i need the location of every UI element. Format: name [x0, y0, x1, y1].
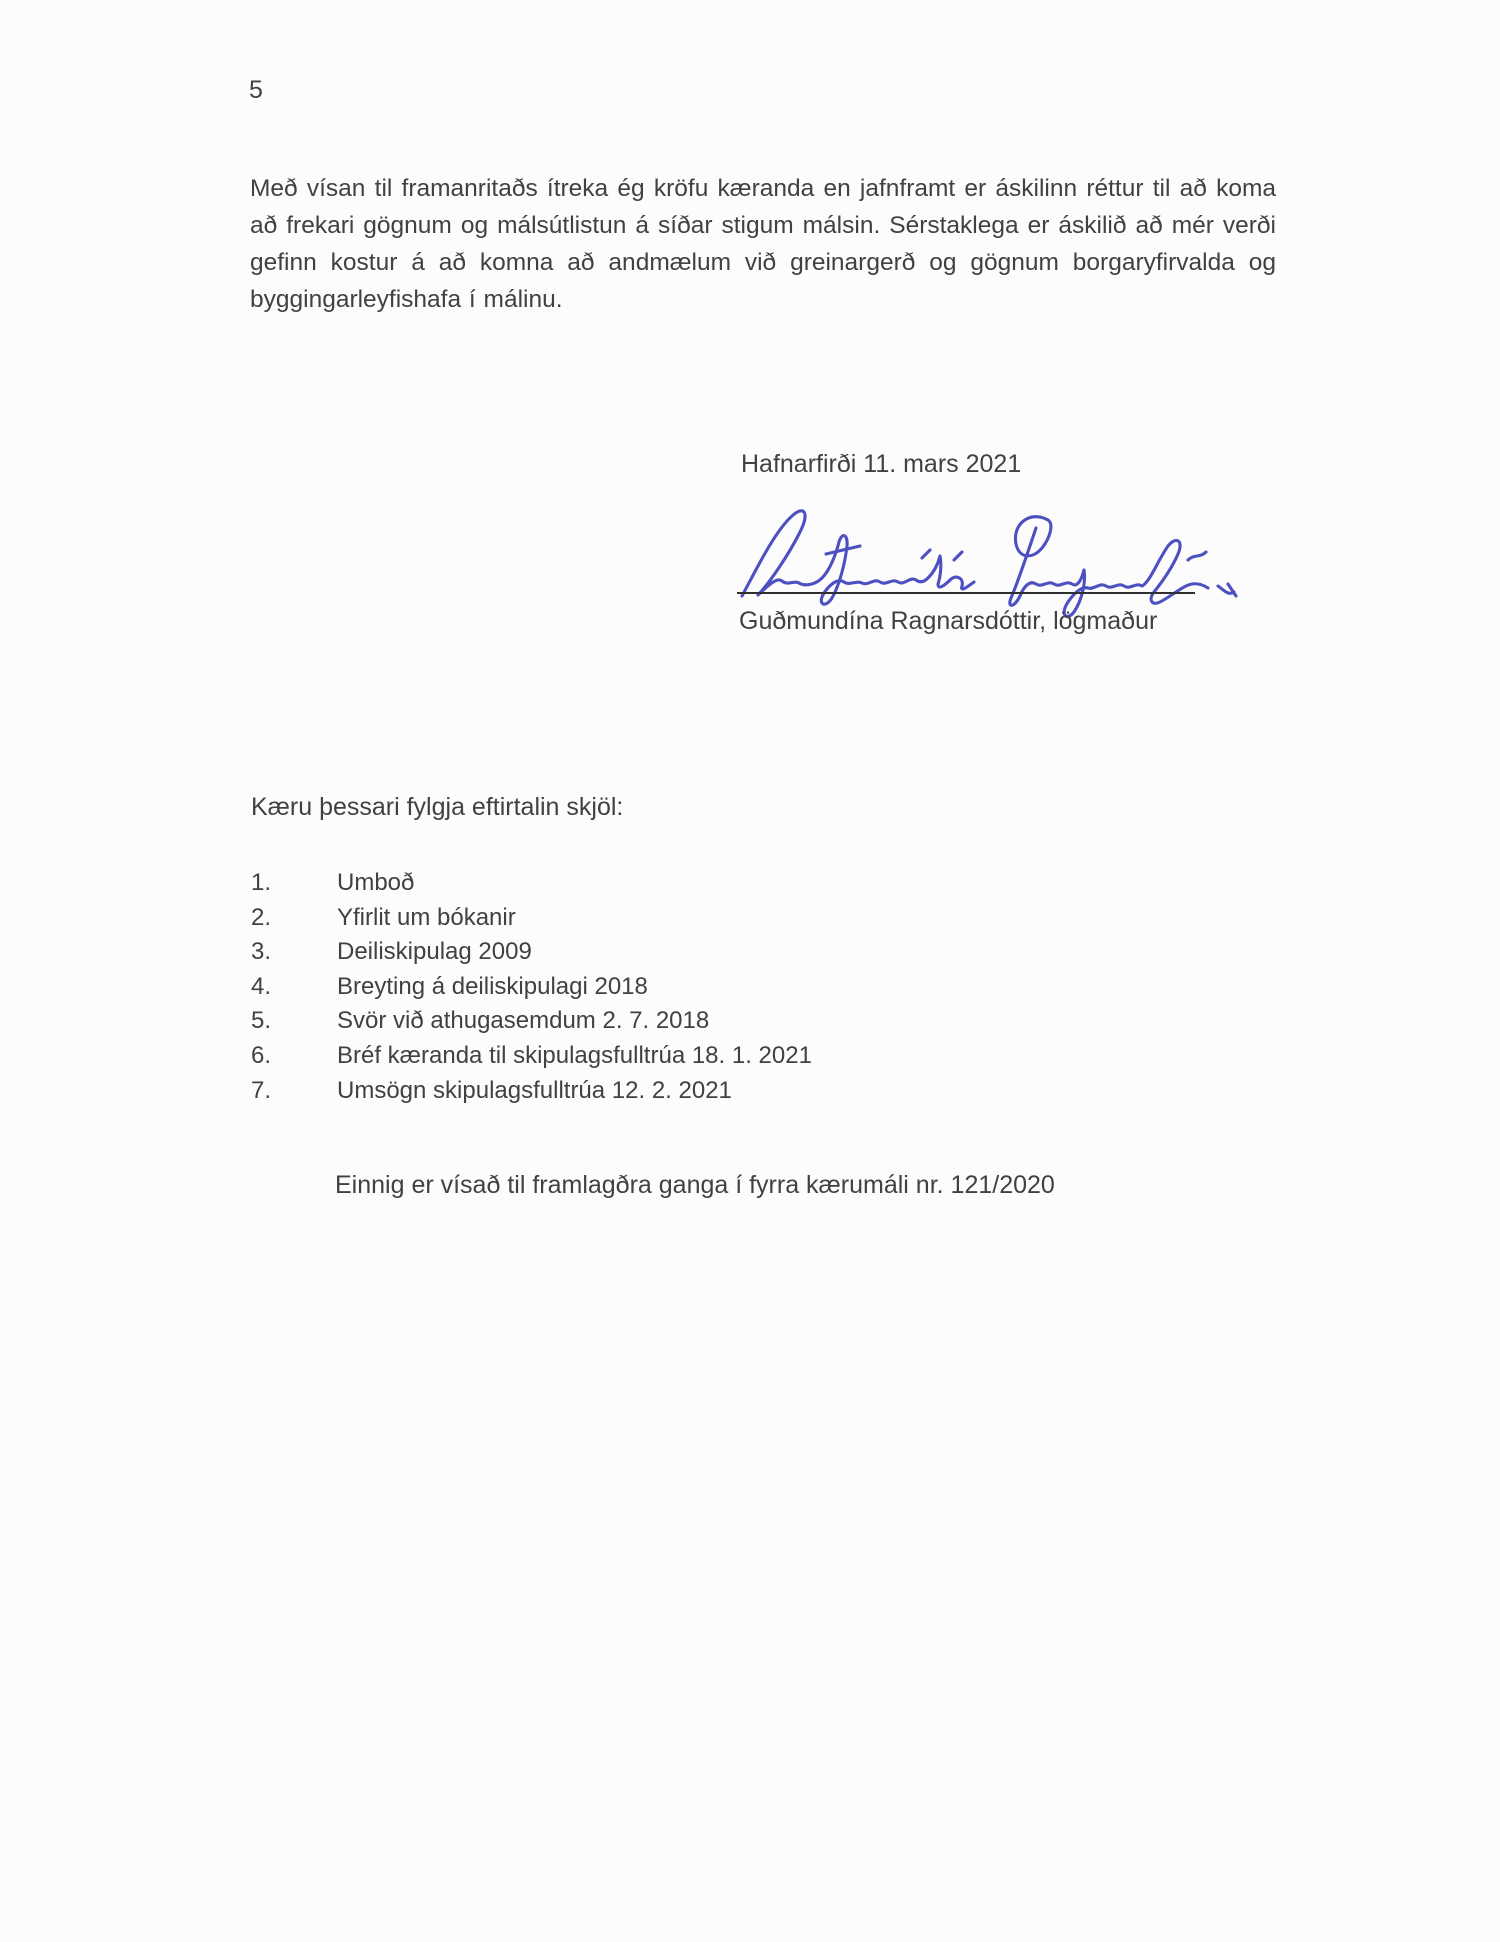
attachment-number: 5. — [251, 1007, 272, 1035]
date-place-line: Hafnarfirði 11. mars 2021 — [741, 450, 1022, 478]
attachment-item — [251, 869, 812, 904]
attachment-number: 1. — [251, 869, 272, 896]
signature-line — [737, 592, 1195, 594]
attachments-list — [251, 869, 812, 1111]
attachment-label: Umsögn skipulagsfulltrúa 12. 2. 2021 — [337, 1076, 732, 1104]
attachment-item — [251, 1007, 812, 1042]
page-number: 5 — [249, 76, 263, 104]
attachment-item — [251, 1077, 812, 1112]
attachment-item — [251, 973, 812, 1008]
attachment-number: 2. — [251, 903, 272, 931]
attachment-item — [251, 1042, 812, 1077]
attachment-label: Svör við athugasemdum 2. 7. 2018 — [337, 1007, 710, 1035]
attachment-number: 6. — [251, 1041, 272, 1069]
attachment-item — [251, 938, 812, 973]
attachment-label: Umboð — [337, 869, 415, 896]
attachment-number: 7. — [251, 1076, 272, 1104]
attachment-label: Yfirlit um bókanir — [337, 903, 516, 931]
closing-reference-note: Einnig er vísað til framlagðra ganga í fyrra kærumáli nr. 121/2020 — [335, 1171, 1055, 1199]
body-paragraph: Með vísan til framanritaðs ítreka ég kröfu kæranda en jafnframt er áskilinn réttur til að koma að frekari gögnum og málsútlistun á síðar stigum málsin. Sérstaklega er áskilið að mér verði gefinn kostur á að komna að andmælum við greinargerð og gögnum borgaryfirvalda og byggingarleyfishafa í málinu. — [250, 175, 1276, 313]
attachment-label: Bréf kæranda til skipulagsfulltrúa 18. 1. 2021 — [337, 1041, 812, 1069]
attachment-label: Deiliskipulag 2009 — [337, 938, 532, 966]
signatory-name-title: Guðmundína Ragnarsdóttir, lögmaður — [739, 607, 1158, 635]
attachment-item — [251, 904, 812, 939]
attachment-label: Breyting á deiliskipulagi 2018 — [337, 972, 648, 1000]
attachment-number: 4. — [251, 972, 272, 1000]
attachments-intro: Kæru þessari fylgja eftirtalin skjöl: — [251, 793, 624, 821]
attachment-number: 3. — [251, 938, 272, 966]
